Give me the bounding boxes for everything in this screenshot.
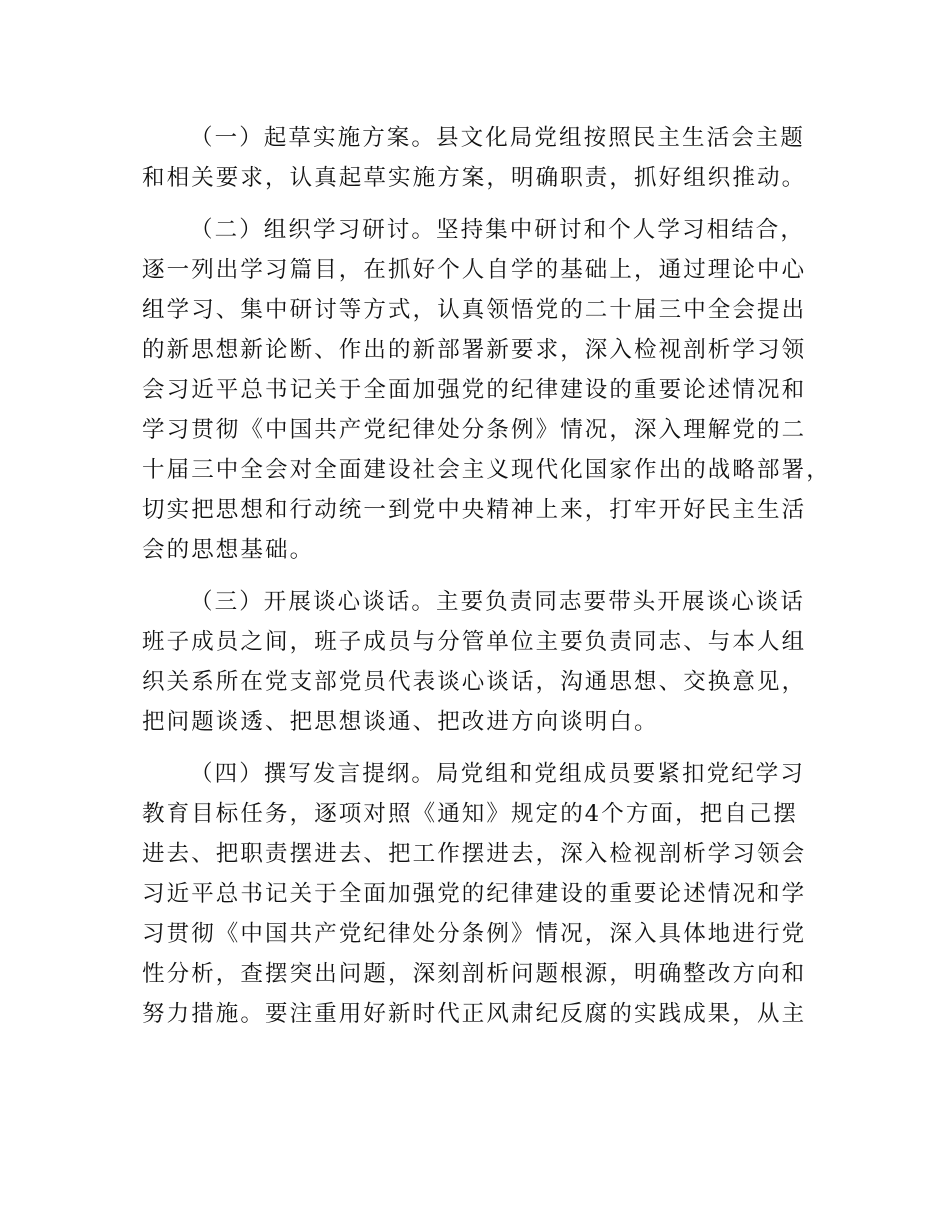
paragraph-line: 会的思想基础。 — [142, 537, 315, 563]
paragraph-speech-outline — [142, 754, 832, 1034]
paragraph-line: 把问题谈透、把思想谈通、把改进方向谈明白。 — [142, 709, 659, 735]
paragraph-line: 逐一列出学习篇目，在抓好个人自学的基础上，通过理论中心 — [142, 257, 807, 283]
paragraph-line: 努力措施。要注重用好新时代正风肃纪反腐的实践成果，从主 — [142, 1001, 807, 1027]
paragraph-line: （二）组织学习研讨。坚持集中研讨和个人学习相结合， — [190, 217, 806, 243]
paragraph-study-discussion — [142, 210, 832, 570]
paragraph-heart-to-heart-talks — [142, 582, 832, 742]
paragraph-line: 会习近平总书记关于全面加强党的纪律建设的重要论述情况和 — [142, 377, 807, 403]
paragraph-line: 切实把思想和行动统一到党中央精神上来，打牢开好民主生活 — [142, 497, 807, 523]
paragraph-line: 十届三中全会对全面建设社会主义现代化国家作出的战略部署， — [142, 457, 831, 483]
paragraph-line: 织关系所在党支部党员代表谈心谈话，沟通思想、交换意见， — [142, 669, 807, 695]
paragraph-line: 学习贯彻《中国共产党纪律处分条例》情况，深入理解党的二 — [142, 417, 807, 443]
paragraph-line: 性分析，查摆突出问题，深刻剖析问题根源，明确整改方向和 — [142, 961, 807, 987]
paragraph-line: 习贯彻《中国共产党纪律处分条例》情况，深入具体地进行党 — [142, 921, 807, 947]
paragraph-line: 习近平总书记关于全面加强党的纪律建设的重要论述情况和学 — [142, 881, 807, 907]
paragraph-draft-plan — [142, 118, 832, 198]
document-body — [142, 118, 832, 1046]
paragraph-line: 进去、把职责摆进去、把工作摆进去，深入检视剖析学习领会 — [142, 841, 807, 867]
paragraph-line: （四）撰写发言提纲。局党组和党组成员要紧扣党纪学习 — [190, 761, 806, 787]
paragraph-line: （三）开展谈心谈话。主要负责同志要带头开展谈心谈话 — [190, 589, 806, 615]
paragraph-line: 的新思想新论断、作出的新部署新要求，深入检视剖析学习领 — [142, 337, 807, 363]
paragraph-line: 班子成员之间，班子成员与分管单位主要负责同志、与本人组 — [142, 629, 807, 655]
paragraph-line: （一）起草实施方案。县文化局党组按照民主生活会主题 — [190, 125, 806, 151]
paragraph-line: 和相关要求，认真起草实施方案，明确职责，抓好组织推动。 — [142, 165, 807, 191]
paragraph-line: 组学习、集中研讨等方式，认真领悟党的二十届三中全会提出 — [142, 297, 807, 323]
paragraph-line: 教育目标任务，逐项对照《通知》规定的4个方面，把自己摆 — [142, 801, 799, 827]
